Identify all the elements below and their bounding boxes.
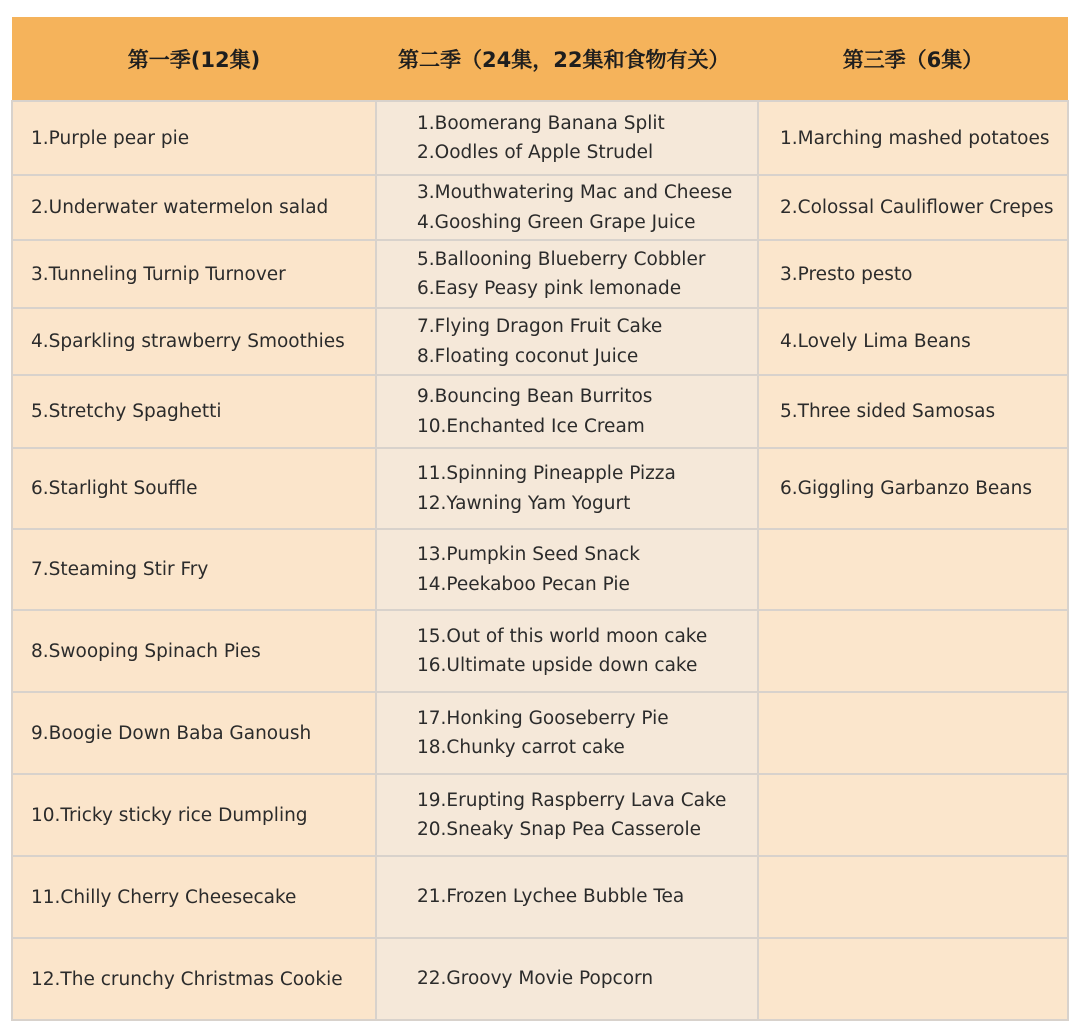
season-1-cell: 4.Sparkling strawberry Smoothies [12, 308, 376, 375]
header-season-2: 第二季（24集，22集和食物有关） [376, 17, 758, 101]
season-3-cell [758, 610, 1068, 692]
season-2-episode: 9.Bouncing Bean Burritos [417, 386, 653, 407]
header-season-3: 第三季（6集） [758, 17, 1068, 101]
season-2-episode: 14.Peekaboo Pecan Pie [417, 573, 630, 595]
season-2-cell [376, 240, 758, 308]
season-2-episode: 18.Chunky carrot cake [417, 737, 625, 758]
table-row [12, 240, 1068, 308]
header-season-1: 第一季(12集) [12, 17, 376, 101]
table-row [12, 856, 1068, 938]
season-3-cell [758, 774, 1068, 856]
season-3-cell: 5.Three sided Samosas [758, 375, 1068, 448]
table-row [12, 692, 1068, 774]
season-3-cell [758, 692, 1068, 774]
season-2-episode: 8.Floating coconut Juice [417, 345, 639, 367]
season-2-episode: 2.Oodles of Apple Strudel [417, 142, 654, 163]
season-2-episode: 19.Erupting Raspberry Lava Cake [417, 789, 727, 811]
season-2-cell [376, 308, 758, 375]
season-2-episode: 20.Sneaky Snap Pea Casserole [417, 819, 701, 840]
season-2-episode: 17.Honking Gooseberry Pie [417, 707, 669, 729]
season-1-cell: 6.Starlight Souffle [12, 448, 376, 529]
season-3-cell: 1.Marching mashed potatoes [758, 101, 1068, 175]
season-2-episode: 16.Ultimate upside down cake [417, 655, 698, 676]
season-1-cell: 8.Swooping Spinach Pies [12, 610, 376, 692]
season-1-cell: 12.The crunchy Christmas Cookie [12, 938, 376, 1020]
season-2-cell: 22.Groovy Movie Popcorn [376, 938, 758, 1020]
season-3-cell [758, 938, 1068, 1020]
season-1-cell: 2.Underwater watermelon salad [12, 175, 376, 240]
season-3-cell [758, 529, 1068, 610]
season-3-cell: 4.Lovely Lima Beans [758, 308, 1068, 375]
table-row [12, 175, 1068, 240]
season-3-cell [758, 856, 1068, 938]
season-2-episode: 15.Out of this world moon cake [417, 625, 708, 647]
season-2-cell [376, 101, 758, 175]
table-row [12, 774, 1068, 856]
season-2-episode: 12.Yawning Yam Yogurt [417, 492, 631, 514]
season-2-episode: 10.Enchanted Ice Cream [417, 415, 645, 437]
table-row [12, 101, 1068, 175]
season-2-cell [376, 175, 758, 240]
season-3-cell: 3.Presto pesto [758, 240, 1068, 308]
season-2-episode: 7.Flying Dragon Fruit Cake [417, 316, 663, 337]
season-1-cell: 7.Steaming Stir Fry [12, 529, 376, 610]
header-row [12, 17, 1068, 101]
season-1-cell: 5.Stretchy Spaghetti [12, 375, 376, 448]
season-1-cell: 1.Purple pear pie [12, 101, 376, 175]
season-2-cell [376, 610, 758, 692]
table-row [12, 610, 1068, 692]
season-1-cell: 9.Boogie Down Baba Ganoush [12, 692, 376, 774]
season-2-episode: 4.Gooshing Green Grape Juice [417, 211, 696, 233]
season-2-episode: 11.Spinning Pineapple Pizza [417, 463, 676, 484]
season-1-cell: 10.Tricky sticky rice Dumpling [12, 774, 376, 856]
table-row [12, 529, 1068, 610]
season-3-cell: 6.Giggling Garbanzo Beans [758, 448, 1068, 529]
season-2-episode: 5.Ballooning Blueberry Cobbler [417, 248, 706, 270]
season-2-episode: 6.Easy Peasy pink lemonade [417, 278, 682, 299]
season-3-cell: 2.Colossal Cauliflower Crepes [758, 175, 1068, 240]
table-row [12, 938, 1068, 1020]
episode-table-container [11, 17, 1067, 1021]
season-2-cell [376, 375, 758, 448]
table-row [12, 308, 1068, 375]
season-2-cell [376, 448, 758, 529]
season-2-cell: 21.Frozen Lychee Bubble Tea [376, 856, 758, 938]
season-2-cell [376, 692, 758, 774]
season-2-episode: 3.Mouthwatering Mac and Cheese [417, 182, 733, 203]
table-row [12, 448, 1068, 529]
episode-table [11, 17, 1069, 1021]
season-1-cell: 11.Chilly Cherry Cheesecake [12, 856, 376, 938]
season-1-cell: 3.Tunneling Turnip Turnover [12, 240, 376, 308]
season-2-cell [376, 529, 758, 610]
season-2-cell [376, 774, 758, 856]
table-row [12, 375, 1068, 448]
season-2-episode: 13.Pumpkin Seed Snack [417, 544, 641, 565]
season-2-episode: 1.Boomerang Banana Split [417, 112, 665, 134]
